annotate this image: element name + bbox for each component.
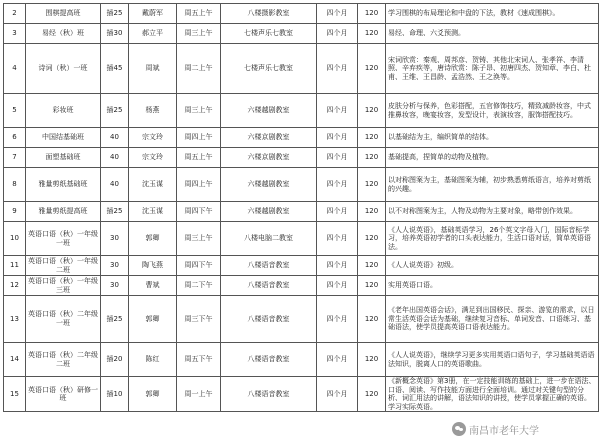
hours: 120 [358,343,386,377]
course-name: 诗词（秋）一班 [26,44,101,94]
row-number: 11 [4,256,26,276]
course-description: 以不对称图案为主，人物及动物为主要对象，略带创作效果。 [386,202,599,222]
enrollment-type: 插30 [101,24,129,44]
class-time: 周三上午 [177,24,221,44]
table-row [4,24,599,44]
hours: 120 [358,44,386,94]
enrollment-type: 插20 [101,343,129,377]
duration: 四个月 [317,276,358,296]
duration: 四个月 [317,222,358,256]
class-time: 周二下午 [177,276,221,296]
classroom: 八楼语音教室 [221,343,317,377]
duration: 四个月 [317,94,358,128]
enrollment-type: 插25 [101,202,129,222]
class-time: 周五下午 [177,343,221,377]
hours: 120 [358,128,386,148]
course-description: 实用英语口语。 [386,276,599,296]
course-description: 《人人说英语》初级。 [386,256,599,276]
classroom: 六楼京剧教室 [221,128,317,148]
enrollment-type: 插25 [101,4,129,24]
duration: 四个月 [317,343,358,377]
class-time: 周四下午 [177,256,221,276]
course-description: 宋词欣赏：秦观、周邦彦、贺铸、其他北宋词人、张孝祥、李清照、辛弃疾等，唐诗欣赏：陈子昂、初唐四杰、贺知章、李白、杜甫、王维、王昌龄、孟浩然、王之涣等。 [386,44,599,94]
row-number: 7 [4,148,26,168]
class-time: 周一上午 [177,377,221,412]
hours: 120 [358,94,386,128]
teacher: 沈玉谋 [129,168,177,202]
table-row [4,94,599,128]
class-time: 周四上午 [177,168,221,202]
teacher: 陶飞燕 [129,256,177,276]
row-number: 15 [4,377,26,412]
enrollment-type: 30 [101,222,129,256]
duration: 四个月 [317,168,358,202]
hours: 120 [358,168,386,202]
course-name: 英语口语（秋）研修一班 [26,377,101,412]
row-number: 4 [4,44,26,94]
course-description: 《人人说英语》，基础英语学习，26个英文字母入门，国际音标学习，培养英语初学者的口头表达能力，生活口语对话，简单英语语法。 [386,222,599,256]
classroom: 八楼电脑二教室 [221,222,317,256]
row-number: 9 [4,202,26,222]
course-description: 《新概念英语》第3册，在一定技能训练的基础上，进一步在语法、口语、阅读、写作技能方面进行全面培训。通过对关键句型的分析、词汇用法的讲解，语法知识的讲授，使学员掌握正确的英语。学习实际英语。 [386,377,599,412]
classroom: 六楼京剧教室 [221,148,317,168]
hours: 120 [358,377,386,412]
teacher: 周斌 [129,44,177,94]
teacher: 郭卿 [129,377,177,412]
course-description: 基础提高，捏简单的动物及植物。 [386,148,599,168]
course-description: 以基础结为主，编织简单的结体。 [386,128,599,148]
course-name: 雅量剪纸基础班 [26,168,101,202]
hours: 120 [358,222,386,256]
class-time: 周五上午 [177,4,221,24]
course-name: 彩妆班 [26,94,101,128]
course-name: 围棋提高班 [26,4,101,24]
table-row [4,296,599,343]
duration: 四个月 [317,202,358,222]
teacher: 郝立平 [129,24,177,44]
class-time: 周三上午 [177,222,221,256]
classroom: 八楼语音教室 [221,256,317,276]
hours: 120 [358,256,386,276]
hours: 120 [358,4,386,24]
table-row [4,222,599,256]
enrollment-type: 40 [101,148,129,168]
teacher: 戴蔚军 [129,4,177,24]
course-name: 雅量剪纸提高班 [26,202,101,222]
teacher: 陈红 [129,343,177,377]
class-time: 周五上午 [177,148,221,168]
teacher: 杨燕 [129,94,177,128]
table-row [4,343,599,377]
row-number: 6 [4,128,26,148]
course-name: 中国结基础班 [26,128,101,148]
table-row [4,4,599,24]
table-row [4,44,599,94]
table-row [4,148,599,168]
teacher: 宗文玲 [129,128,177,148]
watermark-text: 南昌市老年大学 [469,425,539,437]
duration: 四个月 [317,148,358,168]
row-number: 13 [4,296,26,343]
hours: 120 [358,24,386,44]
course-name: 英语口语（秋）二年级一班 [26,296,101,343]
enrollment-type: 插25 [101,94,129,128]
course-name: 英语口语（秋）一年级三班 [26,276,101,296]
course-table [3,3,599,412]
table-row [4,377,599,412]
enrollment-type: 30 [101,276,129,296]
table-row [4,128,599,148]
class-time: 周二上午 [177,44,221,94]
row-number: 2 [4,4,26,24]
row-number: 5 [4,94,26,128]
classroom: 七楼声乐七教室 [221,24,317,44]
class-time: 周三下午 [177,296,221,343]
table-row [4,256,599,276]
teacher: 郭卿 [129,222,177,256]
enrollment-type: 插45 [101,44,129,94]
table-row [4,168,599,202]
classroom: 六楼越剧教室 [221,168,317,202]
course-description: 《老年出国英语会话》，满足到出国移民、探亲、游览的需求，以日常生活英语会话为基础，继续复习音标、单词发音、口语练习、基础语法，使学员提高英语口语表达能力。 [386,296,599,343]
teacher: 曹斌 [129,276,177,296]
watermark [452,421,539,437]
course-description: 学习围棋的布局理论和中盘的下法，教材《速成围棋》。 [386,4,599,24]
classroom: 八楼语音教室 [221,296,317,343]
enrollment-type: 40 [101,128,129,148]
duration: 四个月 [317,4,358,24]
course-description: 皮肤分析与保养，色彩搭配，五官修饰技巧，精致减龄妆容，中式推鼻妆容，晚宴妆容，发型设计，表演妆容，服饰搭配技巧。 [386,94,599,128]
course-description: 《人人说英语》，继续学习更多实用英语口语句子，学习基础英语语法知识，脱离人口的英语歌曲。 [386,343,599,377]
hours: 120 [358,296,386,343]
enrollment-type: 插10 [101,377,129,412]
classroom: 八楼语音教室 [221,377,317,412]
classroom: 六楼越剧教室 [221,202,317,222]
course-name: 易经（秋）班 [26,24,101,44]
enrollment-type: 插25 [101,296,129,343]
classroom: 八楼语音教室 [221,276,317,296]
enrollment-type: 30 [101,256,129,276]
classroom: 八楼摄影教室 [221,4,317,24]
course-name: 英语口语（秋）一年级二班 [26,256,101,276]
course-name: 面塑基础班 [26,148,101,168]
row-number: 14 [4,343,26,377]
teacher: 沈玉谋 [129,202,177,222]
hours: 120 [358,148,386,168]
row-number: 10 [4,222,26,256]
teacher: 宗文玲 [129,148,177,168]
classroom: 六楼越剧教室 [221,94,317,128]
duration: 四个月 [317,377,358,412]
course-name: 英语口语（秋）二年级二班 [26,343,101,377]
row-number: 8 [4,168,26,202]
teacher: 郭卿 [129,296,177,343]
duration: 四个月 [317,128,358,148]
duration: 四个月 [317,256,358,276]
row-number: 12 [4,276,26,296]
class-time: 周四上午 [177,128,221,148]
duration: 四个月 [317,24,358,44]
wechat-icon [452,422,466,436]
duration: 四个月 [317,44,358,94]
row-number: 3 [4,24,26,44]
hours: 120 [358,276,386,296]
course-description: 以对称图案为主，基础图案为辅，初步熟悉剪纸语言，培养对剪纸的兴趣。 [386,168,599,202]
course-name: 英语口语（秋）一年级一班 [26,222,101,256]
classroom: 七楼声乐七教室 [221,44,317,94]
class-time: 周四下午 [177,202,221,222]
hours: 120 [358,202,386,222]
table-row [4,202,599,222]
table-row [4,276,599,296]
duration: 四个月 [317,296,358,343]
enrollment-type: 40 [101,168,129,202]
class-time: 周三上午 [177,94,221,128]
course-description: 易经、命理、六爻预测。 [386,24,599,44]
